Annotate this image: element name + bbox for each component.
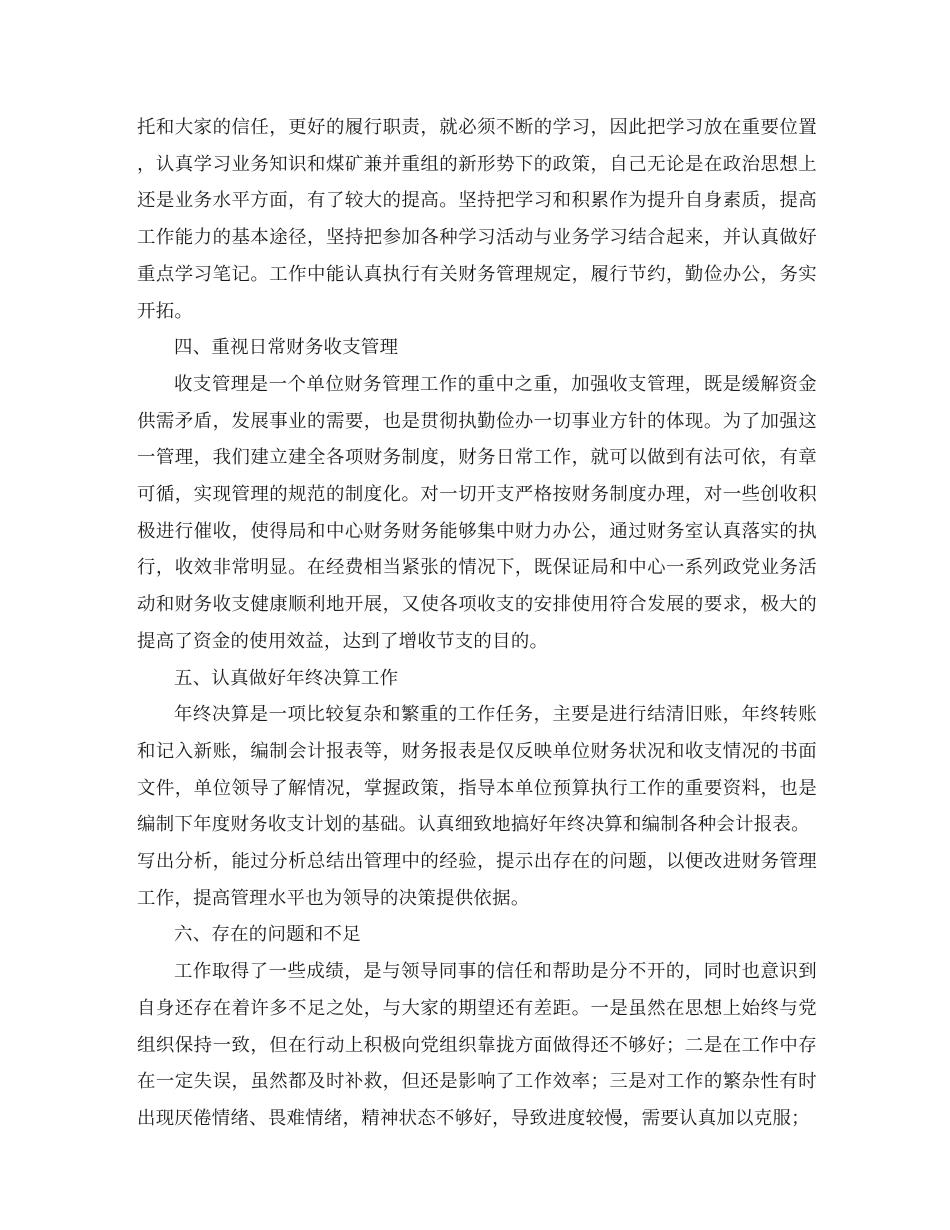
paragraph-year-end: 年终决算是一项比较复杂和繁重的工作任务，主要是进行结清旧账，年终转账和记入新账，编制会计报表等，财务报表是仅反映单位财务状况和收支情况的书面文件，单位领导了解情况，掌握政策，指导本单位预算执行工作的重要资料，也是编制下年度财务收支计划的基础。认真细致地搞好年终决算和编制各种会计报表。 [137, 704, 817, 836]
section-heading-4: 四、重视日常财务收支管理 [174, 337, 399, 359]
document-body [137, 110, 817, 1138]
section-heading-6: 六、存在的问题和不足 [174, 924, 361, 946]
paragraph-analysis: 写出分析，能过分析总结出管理中的经验，提示出存在的问题，以便改进财务管理工作，提高管理水平也为领导的决策提供依据。 [137, 851, 817, 909]
paragraph-continuation: 托和大家的信任，更好的履行职责，就必须不断的学习，因此把学习放在重要位置，认真学习业务知识和煤矿兼并重组的新形势下的政策，自己无论是在政治思想上还是业务水平方面，有了较大的提高。坚持把学习和积累作为提升自身素质，提高工作能力的基本途径，坚持把参加各种学习活动与业务学习结合起来，并认真做好重点学习笔记。工作中能认真执行有关财务管理规定，履行节约，勤俭办公，务实开拓。 [137, 117, 817, 322]
paragraph-income-expense: 收支管理是一个单位财务管理工作的重中之重，加强收支管理，既是缓解资金供需矛盾，发展事业的需要，也是贯彻执勤俭办一切事业方针的体现。为了加强这一管理，我们建立建全各项财务制度，财务日常工作，就可以做到有法可依，有章可循，实现管理的规范的制度化。对一切开支严格按财务制度办理，对一些创收积极进行催收，使得局和中心财务财务能够集中财力办公，通过财务室认真落实的执行，收效非常明显。在经费相当紧张的情况下，既保证局和中心一系列政党业务活动和财务收支健康顺利地开展，又使各项收支的安排使用符合发展的要求，极大的提高了资金的使用效益，达到了增收节支的目的。 [137, 373, 817, 652]
paragraph-problems: 工作取得了一些成绩，是与领导同事的信任和帮助是分不开的，同时也意识到自身还存在着许多不足之处，与大家的期望还有差距。一是虽然在思想上始终与党组织保持一致，但在行动上积极向党组织靠拢方面做得还不够好；二是在工作中存在一定失误，虽然都及时补救，但还是影响了工作效率；三是对工作的繁杂性有时出现厌倦情绪、畏难情绪，精神状态不够好，导致进度较慢，需要认真加以克服； [137, 961, 817, 1129]
section-heading-5: 五、认真做好年终决算工作 [174, 667, 399, 689]
